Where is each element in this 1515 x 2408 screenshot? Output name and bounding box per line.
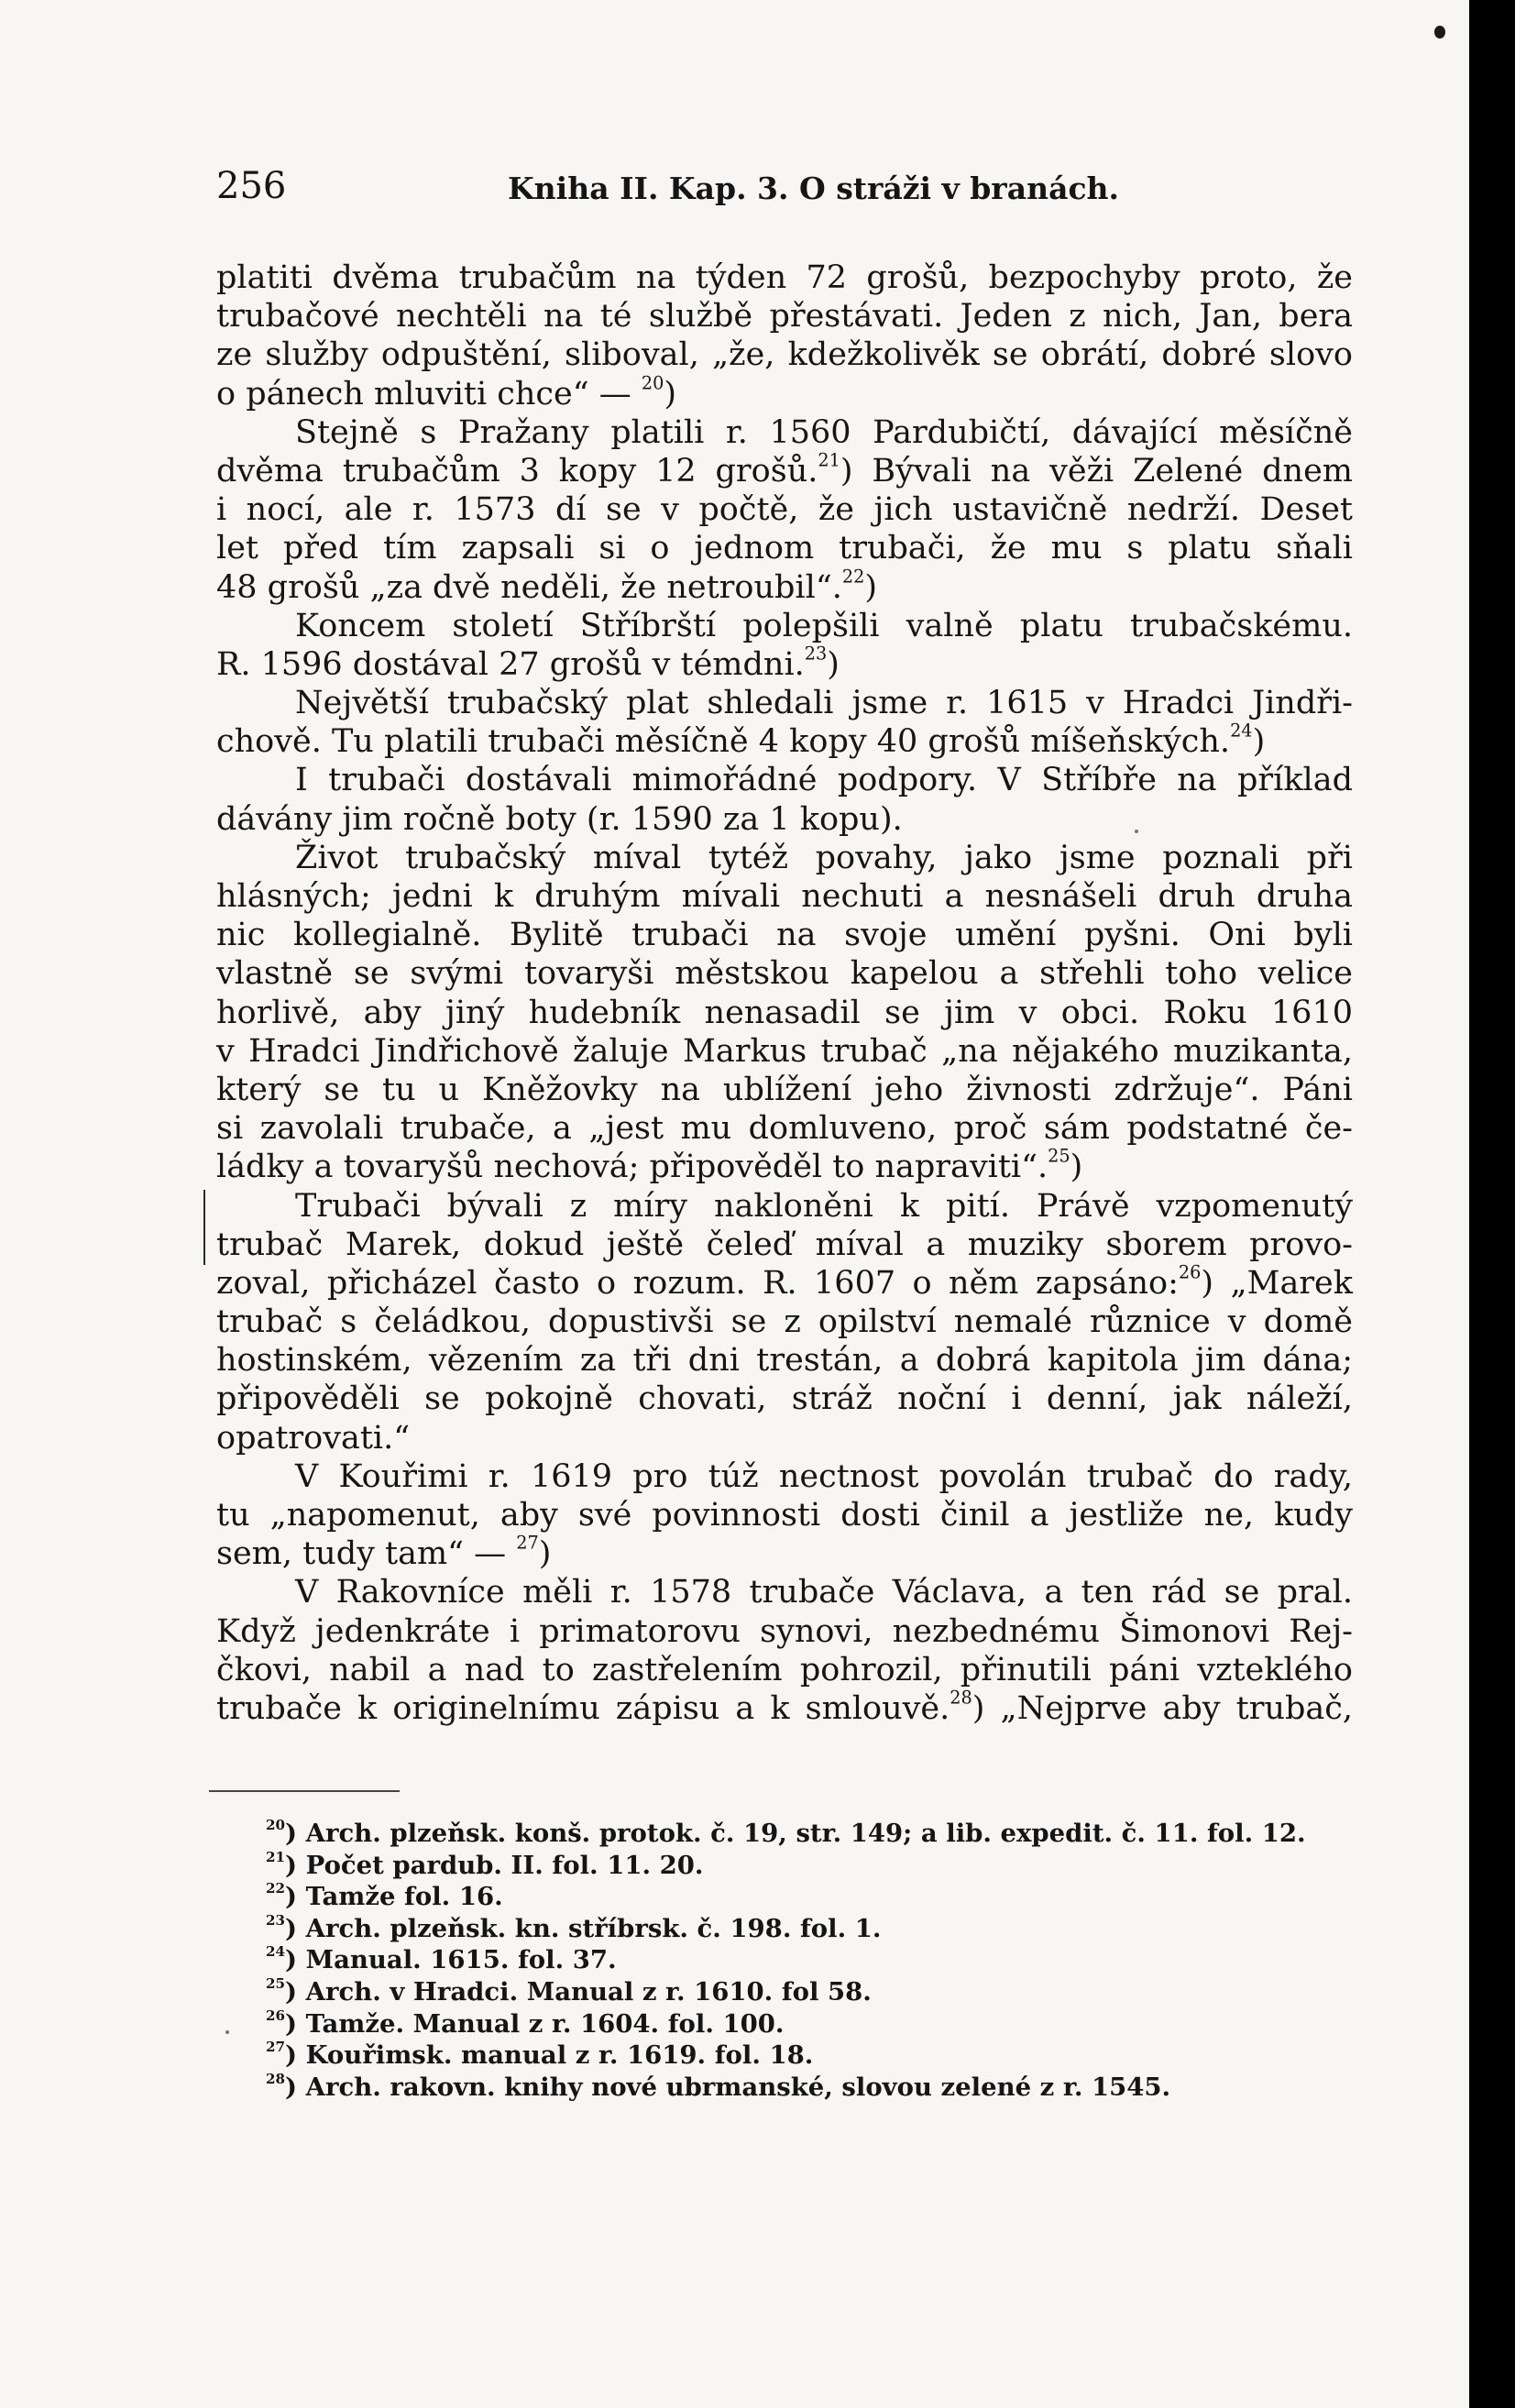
text-line: let před tím zapsali si o jednom trubači, že mu s platu sňali xyxy=(216,530,1353,567)
scan-speck xyxy=(1135,830,1138,833)
footnote: $^{21}$) Počet pardub. II. fol. 11. 20. xyxy=(266,1848,704,1880)
text-line: i nocí, ale r. 1573 dí se v počtě, že jich ustavičně nedrží. Deset xyxy=(216,491,1353,529)
footnote: $^{25}$) Arch. v Hradci. Manual z r. 1610. fol 58. xyxy=(266,1975,872,2007)
footnote-text: Arch. v Hradci. Manual z r. 1610. fol 58. xyxy=(305,1976,872,2007)
footnote-number: 25 xyxy=(266,1975,286,1993)
body-text xyxy=(216,258,1353,1728)
text-line: vlastně se svými tovaryši městskou kapelou a střehli toho velice xyxy=(216,955,1353,993)
text-line: Stejně s Pražany platili r. 1560 Pardubičtí, dávající měsíčně xyxy=(295,413,1353,451)
footnote-number: 27 xyxy=(266,2039,286,2056)
text-line: hostinském, vězením za tři dni trestán, a dobrá kapitola jim dána; xyxy=(216,1342,1353,1380)
footnote-number: 20 xyxy=(266,1817,286,1834)
text-line: opatrovati.“ xyxy=(216,1419,411,1457)
text-line: platiti dvěma trubačům na týden 72 grošů, bezpochyby proto, že xyxy=(216,259,1353,296)
text-line: sem, tudy tam“ — $^{27}$) xyxy=(216,1532,552,1573)
text-line: Život trubačský míval tytéž povahy, jako jsme poznali při xyxy=(295,839,1353,876)
footnotes xyxy=(266,1818,1366,2103)
text-line: který se tu u Kněžovky na ublížení jeho živnosti zdržuje“. Páni xyxy=(216,1071,1353,1108)
footnote-text: Kouřimsk. manual z r. 1619. fol. 18. xyxy=(305,2040,814,2071)
text-line: Trubači bývali z míry nakloněni k pití. Právě vzpomenutý xyxy=(295,1187,1353,1225)
margin-mark xyxy=(203,1190,205,1265)
text-line: ze služby odpuštění, sliboval, „že, kdežkolivěk se obrátí, dobré slovo xyxy=(216,336,1353,374)
footnote: $^{23}$) Arch. plzeňsk. kn. stříbrsk. č. 198. fol. 1. xyxy=(266,1911,882,1943)
footnote-text: Arch. plzeňsk. konš. protok. č. 19, str. 149; a lib. expedit. č. 11. fol. 12. xyxy=(305,1819,1306,1848)
text-line: V Rakovníce měli r. 1578 trubače Václava, a ten rád se pral. xyxy=(295,1574,1353,1611)
text-line: zoval, přicházel často o rozum. R. 1607 o něm zapsáno:$^{26}$) „Marek xyxy=(216,1261,1353,1302)
footnote-ref: 22 xyxy=(841,566,865,588)
scan-speck xyxy=(1434,26,1445,38)
text-line: trubačové nechtěli na té službě přestávati. Jeden z nich, Jan, bera xyxy=(216,298,1353,335)
text-line: trubače k originelnímu zápisu a k smlouvě.$^{28}$) „Nejprve aby trubač, xyxy=(216,1687,1354,1727)
footnote-text: Manual. 1615. fol. 37. xyxy=(305,1945,617,1975)
text-line: o pánech mluviti chce“ — $^{20}$) xyxy=(216,372,677,412)
text-line: trubač Marek, dokud ještě čeleď míval a muziky sborem provo- xyxy=(216,1226,1353,1263)
text-line: Koncem století Stříbrští polepšili valně platu trubačskému. xyxy=(295,607,1353,644)
text-line: připověděli se pokojně chovati, stráž noční i denní, jak náleží, xyxy=(216,1380,1353,1418)
footnote-rule xyxy=(209,1790,400,1792)
footnote: $^{24}$) Manual. 1615. fol. 37. xyxy=(266,1943,617,1975)
text-line: Největší trubačský plat shledali jsme r. 1615 v Hradci Jindři- xyxy=(295,685,1353,722)
footnote-ref: 27 xyxy=(516,1532,539,1554)
scan-speck xyxy=(225,2030,229,2034)
footnote-number: 26 xyxy=(266,2007,286,2024)
text-line: si zavolali trubače, a „jest mu domluveno, proč sám podstatné če- xyxy=(216,1110,1353,1148)
page-header xyxy=(216,165,1353,211)
footnote-number: 28 xyxy=(266,2070,286,2087)
footnote-ref: 20 xyxy=(641,372,664,394)
footnote-number: 24 xyxy=(266,1943,286,1961)
text-line: R. 1596 dostával 27 grošů v témdni.$^{23}$) xyxy=(216,643,840,683)
text-line: čkovi, nabil a nad to zastřelením pohrozil, přinutili páni vzteklého xyxy=(216,1651,1353,1688)
footnote: $^{28}$) Arch. rakovn. knihy nové ubrmanské, slovou zelené z r. 1545. xyxy=(266,2070,1171,2102)
footnote-ref: 21 xyxy=(818,449,840,471)
text-line: I trubači dostávali mimořádné podpory. V Stříbře na příklad xyxy=(295,762,1353,799)
footnote-ref: 26 xyxy=(1178,1261,1202,1283)
footnote-text: Tamže fol. 16. xyxy=(305,1882,503,1912)
footnote-ref: 25 xyxy=(1048,1145,1070,1167)
text-line: dávány jim ročně boty (r. 1590 za 1 kopu). xyxy=(216,800,903,838)
footnote-ref: 28 xyxy=(950,1687,972,1709)
text-line: v Hradci Jindřichově žaluje Markus trubač „na nějakého muzikanta, xyxy=(216,1032,1353,1070)
footnote: $^{27}$) Kouřimsk. manual z r. 1619. fol. 18. xyxy=(266,2039,814,2071)
text-line: nic kollegialně. Bylitě trubači na svoje umění pyšni. Oni byli xyxy=(216,917,1353,954)
footnote-number: 22 xyxy=(266,1880,286,1897)
page-number: 256 xyxy=(216,165,287,207)
footnote-text: Počet pardub. II. fol. 11. 20. xyxy=(305,1850,704,1880)
text-line: 48 grošů „za dvě neděli, že netroubil“.$^{22}$) xyxy=(216,566,877,606)
footnote-text: Arch. plzeňsk. kn. stříbrsk. č. 198. fol. 1. xyxy=(305,1913,882,1943)
footnote-text: Arch. rakovn. knihy nové ubrmanské, slovou zelené z r. 1545. xyxy=(305,2072,1171,2102)
running-head: Kniha II. Kap. 3. O stráži v branách. xyxy=(508,170,1120,206)
footnote-number: 21 xyxy=(266,1848,286,1865)
text-line: ládky a tovaryšů nechová; připověděl to napraviti“.$^{25}$) xyxy=(216,1145,1083,1186)
footnote-ref: 24 xyxy=(1230,720,1253,742)
text-line: Když jedenkráte i primatorovu synovi, nezbednému Šimonovi Rej- xyxy=(216,1612,1353,1650)
footnote: $^{26}$) Tamže. Manual z r. 1604. fol. 100. xyxy=(266,2007,785,2039)
text-line: horlivě, aby jiný hudebník nenasadil se jim v obci. Roku 1610 xyxy=(216,994,1353,1031)
footnote-ref: 23 xyxy=(804,643,828,665)
footnote: $^{20}$) Arch. plzeňsk. konš. protok. č. 19, str. 149; a lib. expedit. č. 11. fol. 12. xyxy=(266,1817,1306,1848)
text-line: trubač s čeládkou, dopustivši se z opilství nemalé různice v domě xyxy=(216,1303,1353,1341)
footnote-number: 23 xyxy=(266,1911,286,1929)
text-line: V Kouřimi r. 1619 pro túž nectnost povolán trubač do rady, xyxy=(295,1457,1353,1495)
text-line: chově. Tu platili trubači měsíčně 4 kopy 40 grošů míšeňských.$^{24}$) xyxy=(216,720,1266,761)
text-line: dvěma trubačům 3 kopy 12 grošů.$^{21}$) Bývali na věži Zelené dnem xyxy=(216,449,1353,489)
footnote-text: Tamže. Manual z r. 1604. fol. 100. xyxy=(305,2008,785,2039)
footnote: $^{22}$) Tamže fol. 16. xyxy=(266,1880,503,1912)
text-line: tu „napomenut, aby své povinnosti dosti činil a jestliže ne, kudy xyxy=(216,1497,1353,1534)
text-line: hlásných; jedni k druhým mívali nechuti a nesnášeli druh druha xyxy=(216,878,1353,915)
